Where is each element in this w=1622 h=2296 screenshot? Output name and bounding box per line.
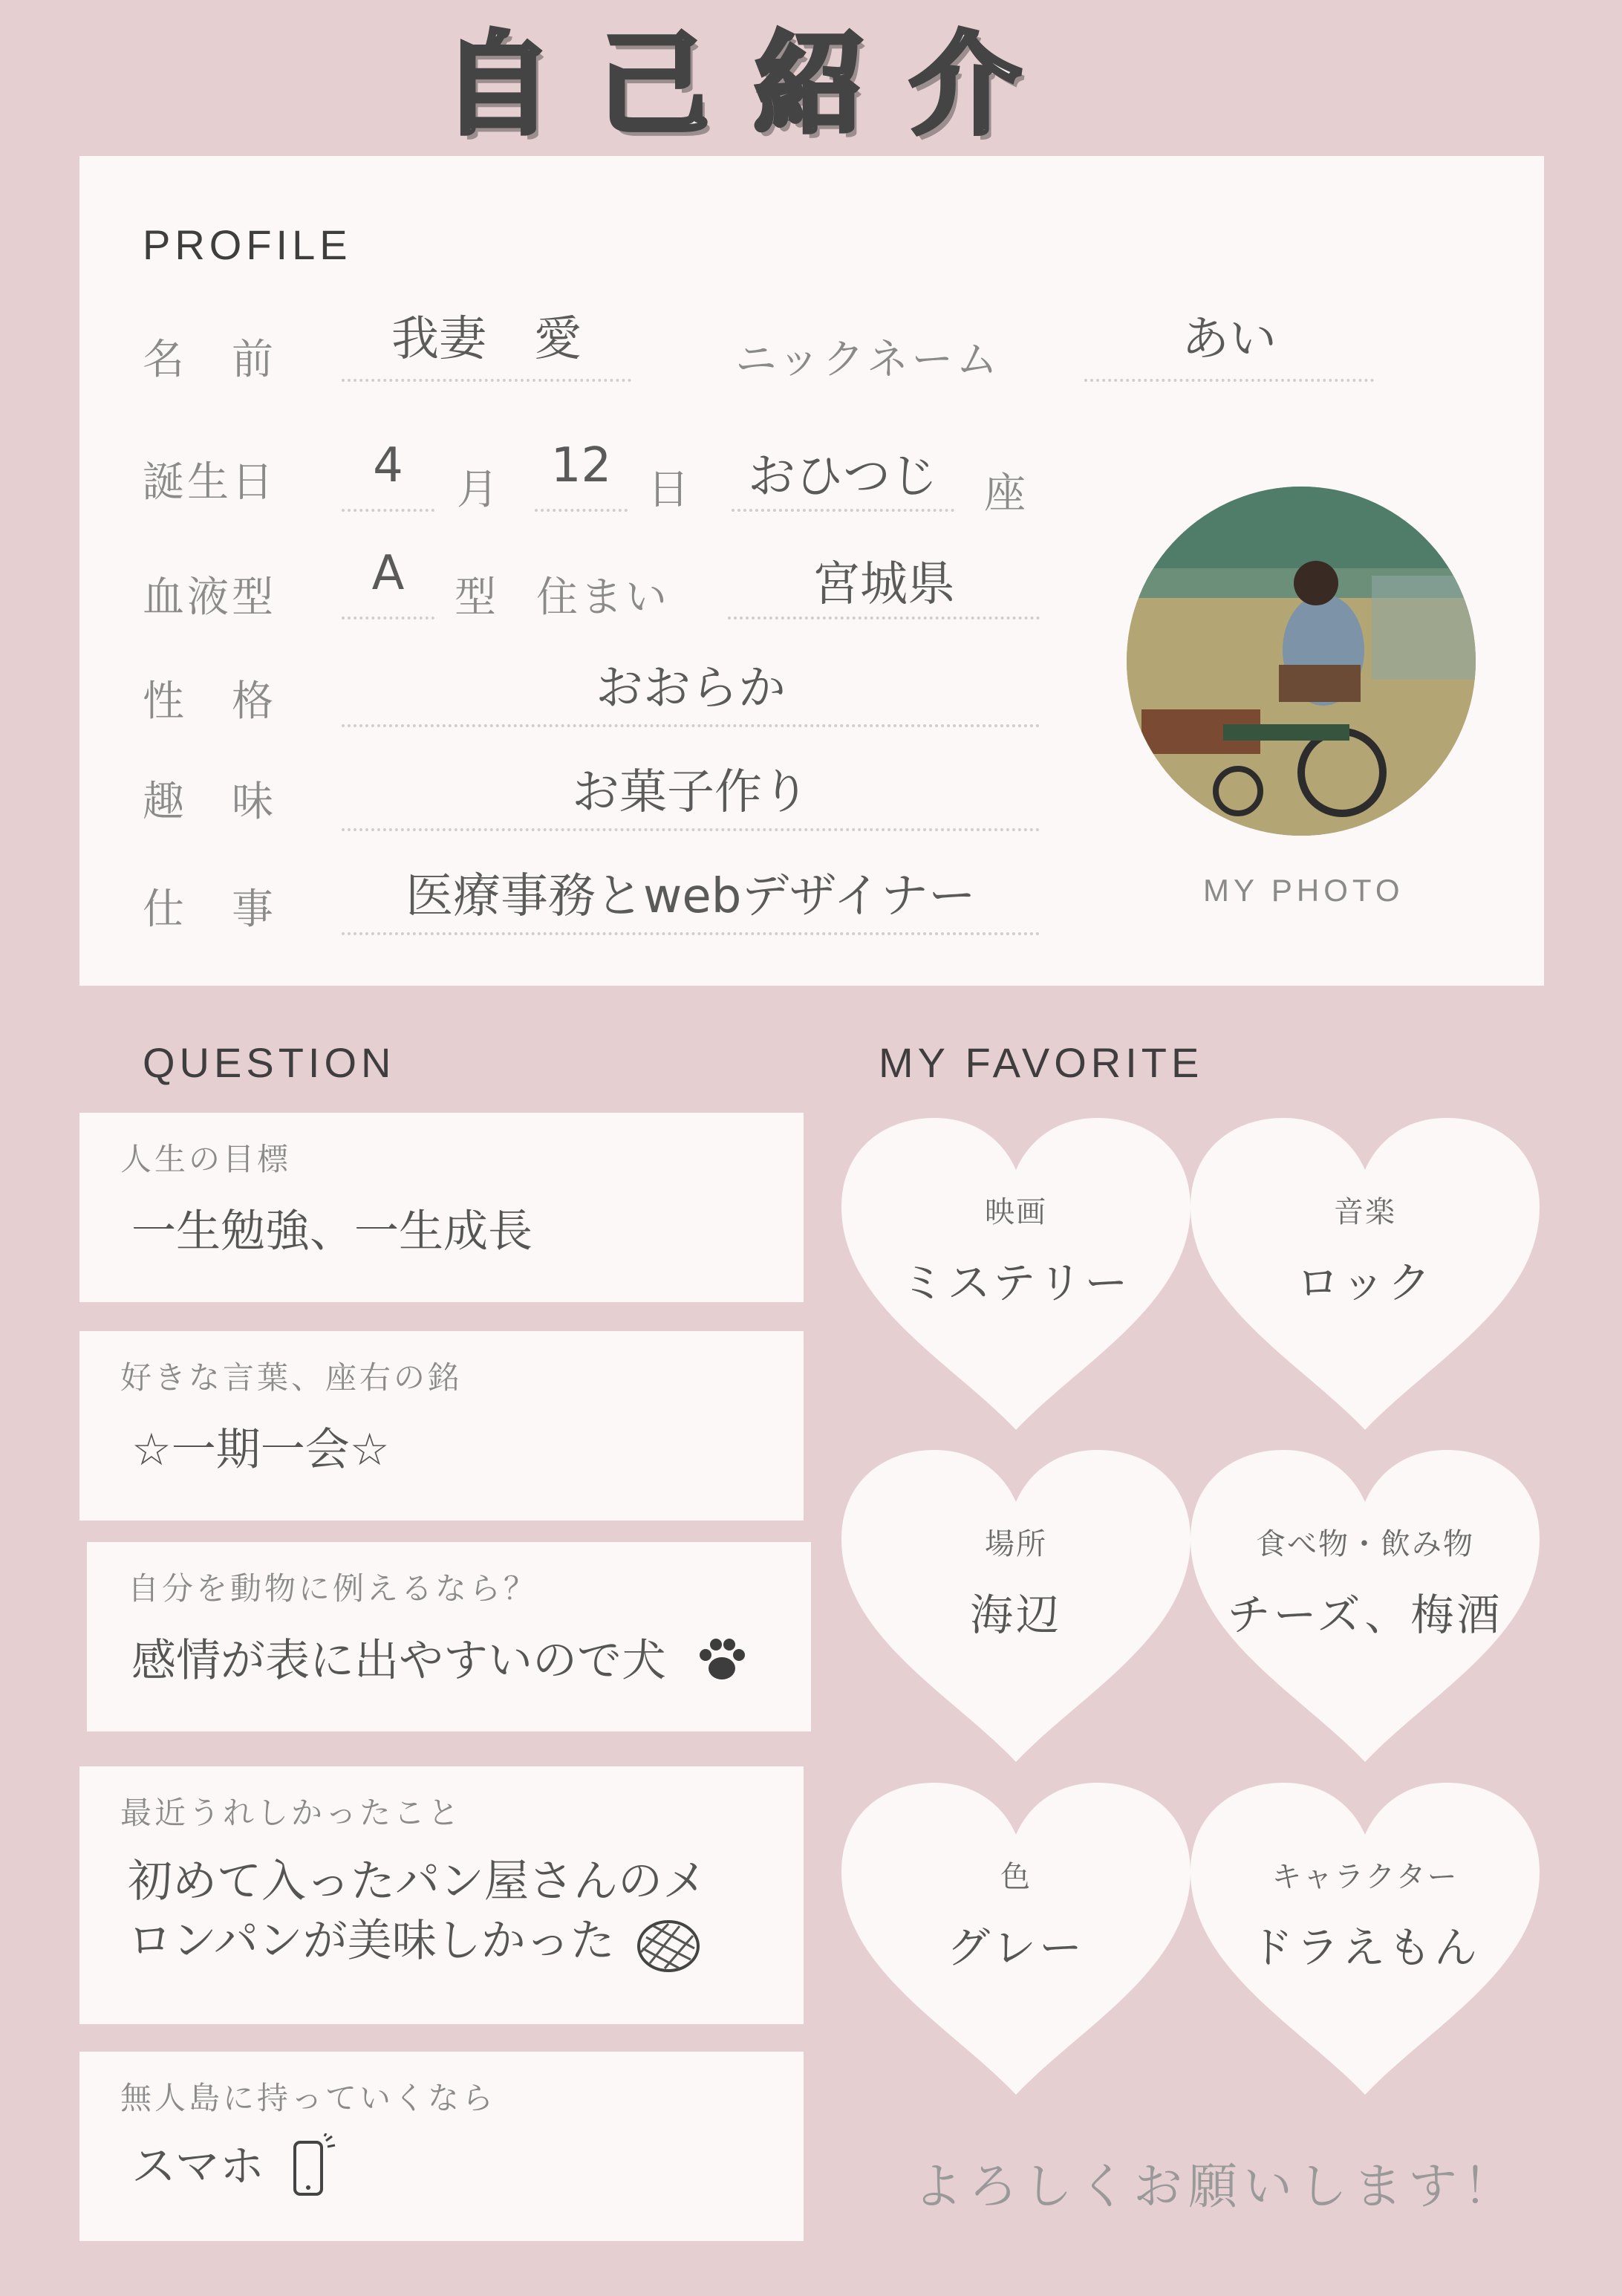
favorite-value: チーズ、梅酒 — [1227, 1590, 1503, 1640]
zodiac-value: おひつじ — [732, 438, 954, 512]
photo-label: MY PHOTO — [1203, 873, 1404, 908]
favorite-category: 場所 — [985, 1527, 1047, 1561]
job-value: 医療事務とwebデザイナー — [342, 858, 1040, 935]
favorite-value: ミステリー — [901, 1258, 1131, 1308]
favorite-heart — [1191, 1118, 1540, 1430]
day-unit: 日 — [648, 466, 692, 514]
blood-type-value: A — [342, 546, 434, 619]
favorite-value: 海辺 — [969, 1590, 1062, 1640]
hobby-label: 趣 味 — [143, 778, 276, 826]
question-answer: スマホ — [131, 2141, 264, 2193]
question-label: 自分を動物に例えるなら？ — [128, 1570, 538, 1607]
question-card — [79, 2052, 804, 2241]
question-answer: 一生勉強、一生成長 — [131, 1206, 532, 1258]
question-answer-line2: ロンパンが美味しかった — [128, 1915, 615, 1967]
question-label: 人生の目標 — [120, 1141, 292, 1177]
zodiac-unit: 座 — [984, 469, 1029, 518]
favorite-heart — [841, 1783, 1191, 2095]
favorite-category: 食べ物・飲み物 — [1256, 1527, 1474, 1561]
profile-photo — [1127, 487, 1476, 836]
photo-illustration — [1127, 487, 1476, 836]
personality-value: おおらか — [342, 650, 1040, 727]
question-answer: ☆一期一会☆ — [131, 1424, 390, 1476]
question-answer: 感情が表に出やすいので犬 — [131, 1635, 666, 1687]
hobby-value: お菓子作り — [342, 754, 1040, 831]
question-label: 好きな言葉、座右の銘 — [120, 1359, 463, 1396]
month-unit: 月 — [457, 466, 501, 514]
question-card — [87, 1542, 811, 1731]
favorite-heart — [841, 1450, 1191, 1762]
favorite-value: グレー — [946, 1922, 1085, 1973]
residence-value: 宮城県 — [728, 546, 1040, 619]
question-label: 最近うれしかったこと — [120, 1795, 463, 1831]
question-answer-line1: 初めて入ったパン屋さんのメ — [128, 1856, 707, 1908]
favorite-category: 色 — [1000, 1860, 1032, 1894]
question-heading: QUESTION — [143, 1039, 396, 1086]
birthday-label: 誕生日 — [143, 458, 276, 507]
favorite-category: キャラクター — [1271, 1860, 1459, 1894]
favorite-heart — [841, 1118, 1191, 1430]
personality-label: 性 格 — [143, 677, 276, 726]
favorite-value: ロック — [1296, 1258, 1434, 1308]
blood-type-label: 血液型 — [143, 573, 276, 622]
smartphone-icon — [287, 2133, 339, 2200]
nickname-value: あい — [1084, 301, 1374, 382]
favorite-heart — [1191, 1450, 1540, 1762]
profile-heading: PROFILE — [143, 221, 352, 268]
paw-icon — [692, 1630, 752, 1689]
birth-month: 4 — [342, 438, 434, 512]
favorite-category: 音楽 — [1334, 1195, 1396, 1229]
favorite-heading: MY FAVORITE — [879, 1039, 1204, 1086]
birth-day: 12 — [535, 438, 628, 512]
blood-type-unit: 型 — [455, 573, 499, 622]
name-value: 我妻 愛 — [342, 301, 631, 382]
nickname-label: ニックネーム — [735, 336, 1001, 384]
question-card — [79, 1113, 804, 1302]
question-card — [79, 1766, 804, 2024]
melon-bread-icon — [635, 1915, 702, 1974]
page-title: 自己紹介 — [441, 21, 1066, 150]
closing-message: よろしくお願いします！ — [913, 2158, 1518, 2215]
favorite-value: ドラえもん — [1249, 1922, 1480, 1973]
name-label: 名 前 — [143, 336, 276, 384]
favorite-category: 映画 — [985, 1195, 1047, 1229]
job-label: 仕 事 — [143, 885, 276, 934]
favorite-heart — [1191, 1783, 1540, 2095]
residence-label: 住まい — [536, 573, 670, 622]
question-card — [79, 1331, 804, 1521]
question-label: 無人島に持っていくなら — [120, 2080, 497, 2116]
